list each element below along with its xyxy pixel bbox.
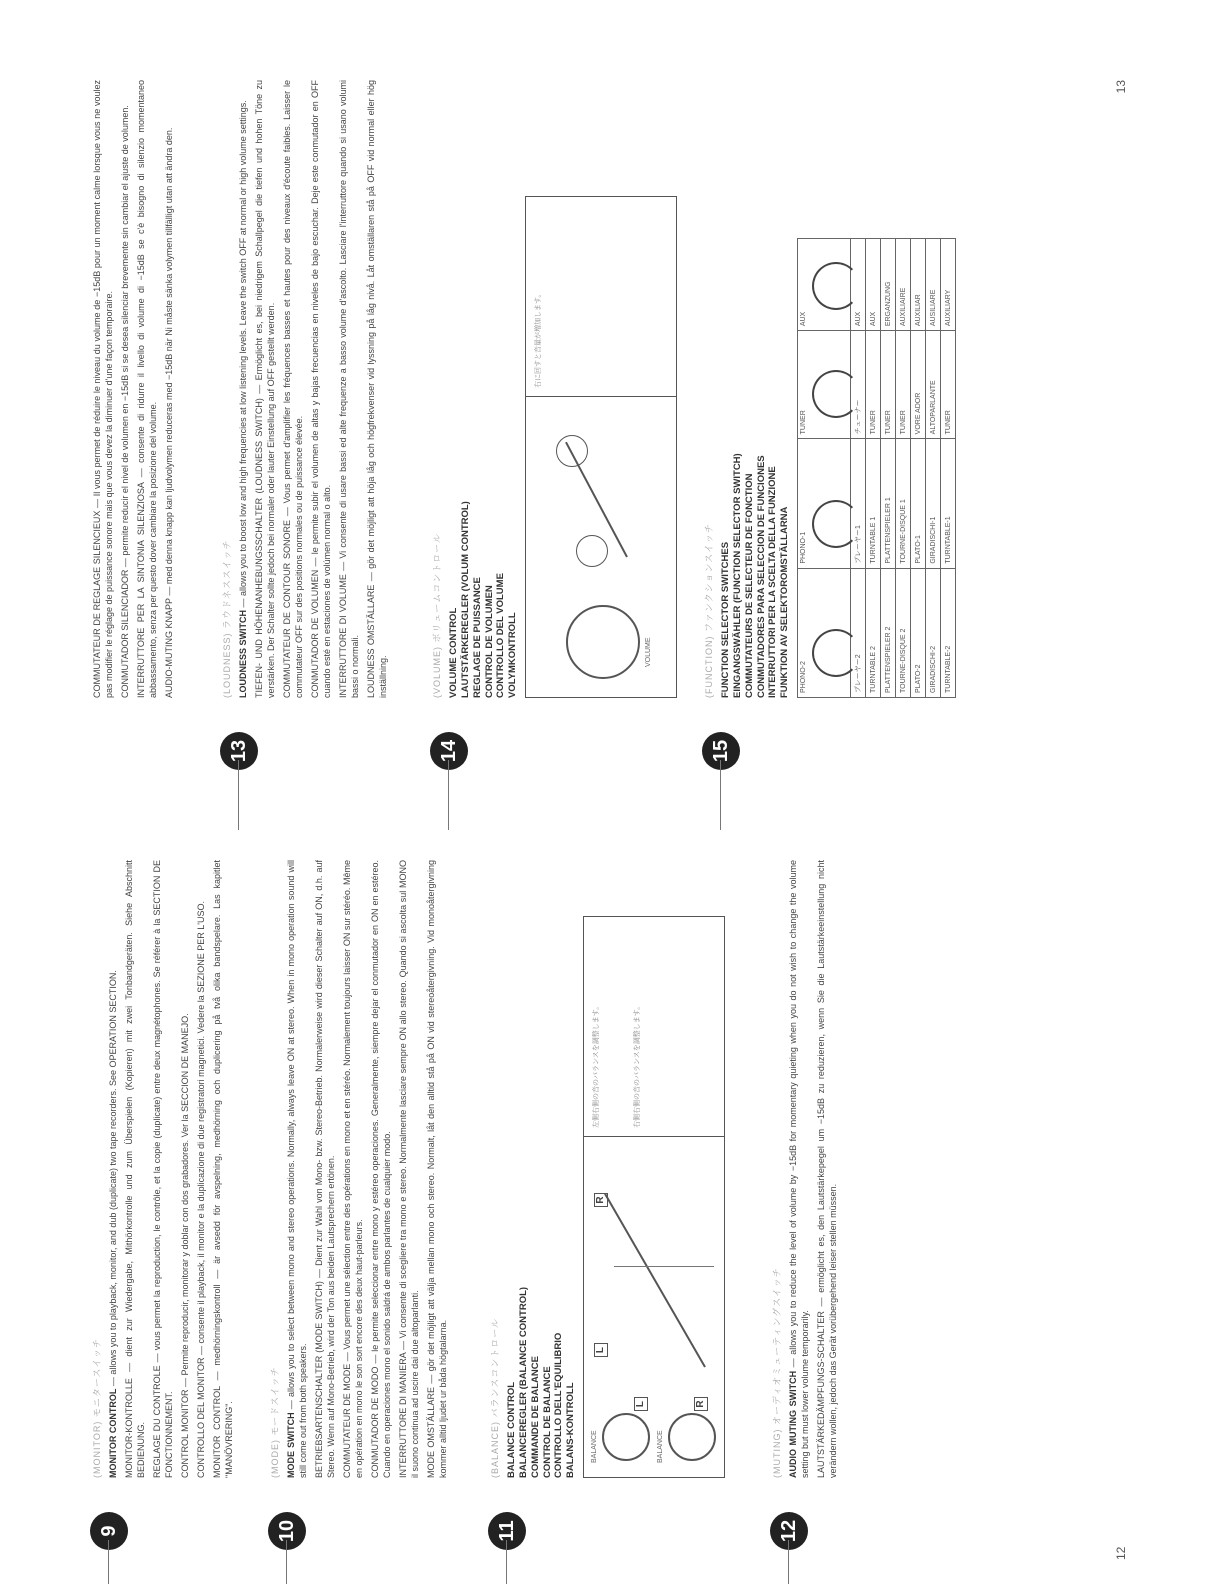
title-sv: VOLYMKONTROLL: [507, 612, 519, 698]
de-text: MONITOR-KONTROLLE — dient zur Wiedergabe, Mithörkontrolle und zum Überspielen (Kopieren) mit zwei Tonbandgeräten. Siehe Abschnitt BEDIENUNG.: [123, 860, 146, 1478]
selector-dial-icon: [812, 629, 860, 677]
table-row: [926, 239, 941, 698]
page-number: 12: [1114, 1546, 1129, 1560]
section-number-badge: 15: [702, 732, 740, 770]
section-13-loudness: [220, 80, 394, 763]
es-text: CONTROL MONITOR — Permite reproducir, monitorar y doblar con dos grabadores. Ver la SECCION DE MANEJO.: [179, 1013, 190, 1478]
table-cell: AUXILIAR: [911, 239, 926, 331]
section-12-muting: [770, 860, 844, 1543]
balance-diagram: [583, 916, 725, 1478]
table-cell: プレーヤー1: [851, 439, 866, 568]
table-cell: TUNER: [941, 331, 956, 439]
section-number-badge: 14: [430, 732, 468, 770]
divider: [720, 760, 721, 830]
fr-text: COMMUTATEUR DE CONTOUR SONORE — Vous permet d'amplifier les fréquences basses et hautes pour des niveaux d'écoute faibles. Laisser le commutateur OFF sur des positions normales ou de puissance élevée.: [281, 80, 304, 698]
section-number-badge: 13: [220, 732, 258, 770]
table-cell: GIRADISCHI-1: [926, 439, 941, 568]
section-number-badge: 10: [268, 1512, 306, 1550]
divider: [448, 760, 449, 830]
title-en: FUNCTION SELECTOR SWITCHES: [719, 541, 731, 698]
es-text: CONMUTADOR SILENCIADOR — permite reducir el nivel de volumen en −15dB si se desea silenciar brevemente sin cambiar el ajuste de volumen.: [119, 105, 130, 698]
right-speaker-label: R: [594, 1193, 608, 1207]
table-cell: チューナー: [851, 331, 866, 439]
title-es: CONTROL DE BALANCE: [541, 1366, 553, 1478]
jp-heading: (VOLUME) ボリュームコントロール: [432, 532, 442, 698]
table-cell: AUSILIARE: [926, 239, 941, 331]
table-row: [851, 239, 866, 698]
table-cell: AUXILIAIRE: [896, 239, 911, 331]
knob-label: BALANCE: [591, 1430, 599, 1463]
en-text: — allows you to select between mono and stereo operations. Normally, always leave ON at stereo. When in mono operation sound will still come out from both speakers.: [285, 860, 308, 1478]
en-heading: LOUDNESS SWITCH: [237, 609, 248, 698]
title-fr: REGLAGE DE PUISSANCE: [471, 577, 483, 698]
title-de: BALANCEREGLER (BALANCE CONTROL): [517, 1286, 529, 1478]
en-heading: MODE SWITCH: [285, 1412, 296, 1478]
rotated-spread: [90, 40, 1150, 1560]
sv-text: MONITOR CONTROL — medhörningskontroll — är avsedd för avspelning, medhörning och duplicering på två olika bandspelare. Las kapitlet "MANÖVRERING".: [211, 860, 234, 1478]
dial-label: AUX: [800, 311, 808, 327]
dial-label: TUNER: [800, 410, 808, 435]
jp-heading: (MODE) モードスイッチ: [270, 1366, 280, 1478]
right-marker: R: [694, 1397, 708, 1411]
table-cell: PLATO-1: [911, 439, 926, 568]
left-marker: L: [634, 1397, 648, 1411]
divider: [108, 1540, 109, 1584]
knob-label: BALANCE: [657, 1430, 665, 1463]
table-cell: PLATO-2: [911, 568, 926, 697]
divider: [788, 1540, 789, 1584]
balance-arrow-icon: [604, 1193, 706, 1367]
balance-knob-icon: [668, 1413, 716, 1461]
dial-label: PHONO-2: [800, 661, 808, 693]
title-de: EINGANGSWÄHLER (FUNCTION SELECTOR SWITCH): [731, 453, 743, 698]
section-14-volume: [430, 80, 677, 763]
center-axis: [614, 1266, 714, 1267]
table-cell: AUX: [851, 239, 866, 331]
title-fr: COMMUTATEURS DE SELECTEUR DE FONCTION: [743, 473, 755, 698]
de-text: BETRIEBSARTENSCHALTER (MODE SWITCH) — Dient zur Wahl von Mono- bzw. Stereo-Betrieb. Normalerweise wird dieser Schalter auf ON, d.h. auf Stereo. Wenn auf Mono-Betrieb, wird der Ton aus beiden Lautsprechern ertönen.: [313, 860, 336, 1478]
en-text: — allows you to playback, monitor, and dub (duplicate) two tape recorders. See OPERATION SECTION.: [107, 970, 118, 1387]
es-text: CONMUTADOR DE VOLUMEN — le permite subir el volumen de altas y bajas frecuencias en niveles de bajo escuchar. Deje este conmutador en OFF cuando esté en estaciones de volúmen normal o alto.: [309, 80, 332, 698]
table-cell: TUNER: [896, 331, 911, 439]
volume-notes: [526, 200, 676, 397]
jp-heading: (FUNCTION) ファンクションスイッチ: [704, 523, 714, 698]
note-2: 右側右側の音のバランスを調整します。: [633, 1002, 641, 1128]
fr-text: COMMUTATEUR DE MODE — Vous permet une sélection entre des opérations en mono et en stéréo. Normalement toujours laisser ON sur stéréo. Même en opération en mono le son sort encore des deux haut-parleurs.: [341, 860, 364, 1478]
section-number-badge: 11: [488, 1512, 526, 1550]
de-text: LAUTSTÄRKEDÄMPFUNGS-SCHALTER — ermöglicht es, den Lautstärkepegel um −15dB zu reduzieren, wenn Sie die Lautstärkeeinstellung nicht verändern wollen, jedoch das Gerät vorübergehend leiser stellen müssen.: [815, 860, 838, 1478]
table-cell: ALTOPARLANTE: [926, 331, 941, 439]
es-text: CONMUTADOR DE MODO — le permite seleccionar entre mono y estéreo operaciones. Generalmente, siempre dejar el conmutador en ON en estéreo. Cuando en operaciones mono el sonido saldrá de ambos parlantes de cualquier modo.: [369, 860, 392, 1478]
sv-text: AUDIO-MUTING KNAPP — med denna knapp kan ljudvolymen reduceras med −15dB när Ni måste sänka volymen tillfälligt utan att ändra den.: [163, 127, 174, 698]
it-text: INTERRUTTORE DI MANIERA — Vi consente di scegliere tra mono e stereo. Normalmente lasciare sempre ON allo stereo. Quando si ascolta sul MONO il suono continua ad uscire dai due altoparlanti.: [397, 860, 420, 1478]
sv-text: MODE OMSTÄLLARE — gör det möjligt att välja mellan mono och stereo. Normalt, låt den alltid stå på ON vid stereoåtergivning. Vid monoåtergivning kommer alltid ljudet ur båda högtalarna.: [425, 860, 448, 1478]
dial-row: [798, 239, 851, 698]
en-text: — allows you to reduce the level of volume by −15dB for momentary quieting when you do not wish to change the volume setting but must lower volume temporarily.: [787, 860, 810, 1478]
section-15-function: [702, 80, 956, 763]
jp-heading: (MUTING) オーディオミューティングスイッチ: [772, 1267, 782, 1478]
table-cell: PLATTENSPIELER 2: [881, 568, 896, 697]
balance-titles: [506, 860, 577, 1478]
speaker-icon: [576, 535, 608, 567]
divider: [238, 760, 239, 830]
table-cell: TOURNE-DISQUE 1: [896, 439, 911, 568]
volume-diagram: [525, 196, 677, 698]
divider: [286, 1540, 287, 1584]
table-row: [881, 239, 896, 698]
sv-text: LOUDNESS OMSTÄLLARE — gör det möjligt att höja låg och högfrekvenser vid lyssning på låg nivå. Låt omställaren stå på OFF vid normal eller hög inställning.: [365, 80, 388, 698]
balance-knob-icon: [602, 1413, 650, 1461]
table-cell: TURNTABLE-1: [941, 439, 956, 568]
title-it: CONTROLLO DEL VOLUME: [495, 573, 507, 698]
left-speaker-label: L: [594, 1343, 608, 1357]
table-cell: GIRADISCHI-2: [926, 568, 941, 697]
note: 右に回すと音量が増加します。: [535, 290, 543, 388]
table-cell: AUXILIARY: [941, 239, 956, 331]
it-text: INTERRUTTORE DI VOLUME — Vi consente di usare bassi ed alte frequenze a basso volume d'ascolto. Lasciare l'interruttore quando si usano volumi bassi o normali.: [337, 80, 360, 698]
title-sv: BALANS-KONTROLL: [565, 1382, 577, 1478]
note-1: 左側右側の音のバランスを調整します。: [593, 1002, 601, 1128]
selector-dial-icon: [812, 500, 860, 548]
section-11-balance: [488, 860, 725, 1540]
en-text: — allows you to boost low and high frequencies at low listening levels. Leave the switch OFF at normal or high volume settings.: [237, 100, 248, 608]
function-titles: [720, 80, 791, 698]
table-row: [896, 239, 911, 698]
page-13: [90, 80, 1130, 780]
title-es: CONMUTADORES PARA SELECCION DE FUNCIONES: [755, 455, 767, 698]
section-9-monitor: [90, 860, 240, 1540]
de-text: TIEFEN- UND HÖHENANHEBUNGSSCHALTER (LOUDNESS SWITCH) — Ermöglicht es, bei niedrigem Schallpegel die tiefen und hohen Töne zu verstärken. Der Schalter sollte jedoch bei normaler oder lauter Einstellung auf OFF gestellt werden.: [253, 80, 276, 698]
table-row: [941, 239, 956, 698]
table-cell: AUX: [866, 239, 881, 331]
section-10-mode: [268, 860, 454, 1543]
table-cell: PLATTENSPIELER 1: [881, 439, 896, 568]
dial-label: PHONO-1: [800, 531, 808, 564]
section-muting-continued: [90, 80, 180, 760]
table-cell: プレーヤー2: [851, 568, 866, 697]
jp-heading: (BALANCE) バランスコントロール: [490, 1317, 500, 1478]
function-table: [797, 238, 956, 698]
title-es: CONTROL DE VOLUMEN: [483, 585, 495, 698]
table-cell: TURNTABLE 1: [866, 439, 881, 568]
section-number-badge: 12: [770, 1512, 808, 1550]
section-number-badge: 9: [90, 1512, 128, 1550]
title-en: BALANCE CONTROL: [505, 1381, 517, 1478]
volume-knob-icon: [566, 605, 640, 679]
jp-heading: (MONITOR) モニタースイッチ: [92, 1337, 102, 1478]
dial-cell: [798, 331, 851, 439]
fr-text: COMMUTATEUR DE REGLAGE SILENCIEUX — Il vous permet de réduire le niveau du volume de −15dB pour un moment calme lorsque vous ne voulez pas modifier le réglage de puissance sonore mais que vous devez la diminuer d'une façon temporaire.: [92, 80, 114, 698]
jp-heading: (LOUDNESS) ラウドネススイッチ: [222, 539, 232, 698]
table-cell: TUNER: [866, 331, 881, 439]
title-en: VOLUME CONTROL: [447, 607, 459, 698]
page-number: 13: [1114, 80, 1129, 94]
title-sv: FUNKTION AV SELEKTOROMSTÄLLARNA: [779, 506, 791, 698]
divider: [506, 1540, 507, 1584]
table-row: [911, 239, 926, 698]
fr-text: REGLAGE DU CONTROLE — vous permet la reproduction, le contrôle, et la copie (duplicate) entre deux magnétophones. Se référer à la SECTION DE FONCTIONNEMENT.: [151, 860, 174, 1478]
table-cell: TURNTABLE-2: [941, 568, 956, 697]
title-it: INTERRUTTORI PER LA SCELTA DELLA FUNZIONE: [767, 466, 779, 698]
table-cell: VORE ADOR: [911, 331, 926, 439]
dial-cell: [798, 439, 851, 568]
table-row: [866, 239, 881, 698]
title-de: LAUTSTÄRKEREGLER (VOLUM CONTROL): [459, 501, 471, 698]
title-fr: COMMANDE DE BALANCE: [529, 1356, 541, 1478]
dial-cell: [798, 568, 851, 697]
dial-cell: [798, 239, 851, 331]
table-cell: TUNER: [881, 331, 896, 439]
en-heading: AUDIO MUTING SWITCH: [787, 1370, 798, 1478]
table-cell: ERGANZUNG: [881, 239, 896, 331]
en-heading: MONITOR CONTROL: [107, 1388, 118, 1478]
page-12: [90, 860, 1130, 1560]
balance-notes: [584, 920, 724, 1137]
title-it: CONTROLLO DELL'EQUILIBRIO: [553, 1332, 565, 1478]
volume-titles: [448, 80, 519, 698]
knob-label: VOLUME: [645, 637, 653, 667]
table-cell: TOURNE-DISQUE 2: [896, 568, 911, 697]
it-text: CONTROLLO DEL MONITOR — consente il playback, il monitor e la duplicazione di due registratori magnetici. Vedere la SEZIONE PER L'USO.: [195, 901, 206, 1478]
it-text: INTERRUTTORE PER LA SINTONIA SILENZIOSA — consente di ridurre il livello di volume di −15dB se c'è bisogno di silenzio momentaneo abbassamento, senza per questo dover cambiare la posizione del volume.: [135, 80, 158, 698]
table-cell: TURNTABLE 2: [866, 568, 881, 697]
